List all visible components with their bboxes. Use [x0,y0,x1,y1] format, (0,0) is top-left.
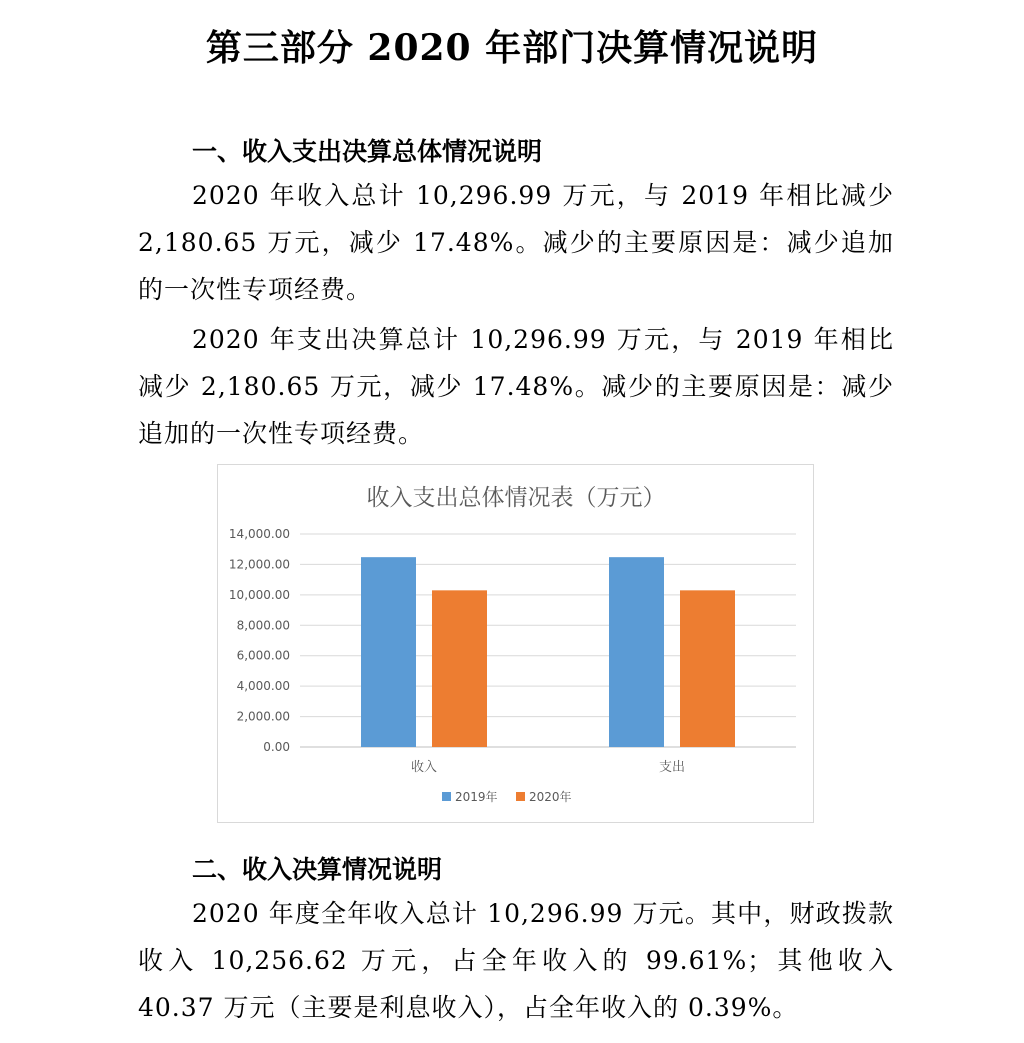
section-heading-overview: 一、收入支出决算总体情况说明 [192,137,543,166]
legend-swatch [442,792,451,801]
paragraph-expense-summary: 2020 年支出决算总计 10,296.99 万元，与 2019 年相比减少 2,180.65 万元，减少 17.48%。减少的主要原因是：减少追加的一次性专项经费。 [138,325,894,448]
paragraph-income-detail: 2020 年度全年收入总计 10,296.99 万元。其中，财政拨款收入 10,256.62 万元，占全年收入的 99.61%；其他收入 40.37 万元（主要是利息收入），占全年收入的 0.39%。 [138,899,894,1022]
section-heading-income: 二、收入决算情况说明 [192,855,443,884]
paragraph-income-summary: 2020 年收入总计 10,296.99 万元，与 2019 年相比减少 2,180.65 万元，减少 17.48%。减少的主要原因是：减少追加的一次性专项经费。 [138,181,894,304]
income-expense-chart [217,464,814,823]
y-tick-label: 10,000.00 [228,587,290,602]
y-tick-label: 8,000.00 [236,618,290,633]
y-tick-label: 4,000.00 [236,679,290,694]
y-tick-label: 14,000.00 [228,527,290,541]
y-tick-label: 0.00 [263,740,290,754]
chart-x-axis [411,759,685,775]
legend-swatch [516,792,525,801]
page-title: 第三部分 2020 年部门决算情况说明 [205,27,819,69]
bar-expense-2019 [609,557,664,747]
y-tick-label: 2,000.00 [236,709,290,724]
chart-legend [442,789,572,804]
y-tick-label: 6,000.00 [236,648,290,663]
chart-canvas [218,465,815,824]
x-tick-label: 收入 [410,760,438,775]
legend-label: 2020年 [529,790,572,804]
chart-title: 收入支出总体情况表（万元） [366,485,666,511]
x-tick-label: 支出 [658,760,686,775]
chart-bars [361,557,735,747]
y-tick-label: 12,000.00 [228,557,290,572]
legend-label: 2019年 [455,790,498,804]
bar-income-2020 [432,590,487,747]
chart-y-axis [229,527,290,754]
bar-expense-2020 [680,590,735,747]
bar-income-2019 [361,557,416,747]
